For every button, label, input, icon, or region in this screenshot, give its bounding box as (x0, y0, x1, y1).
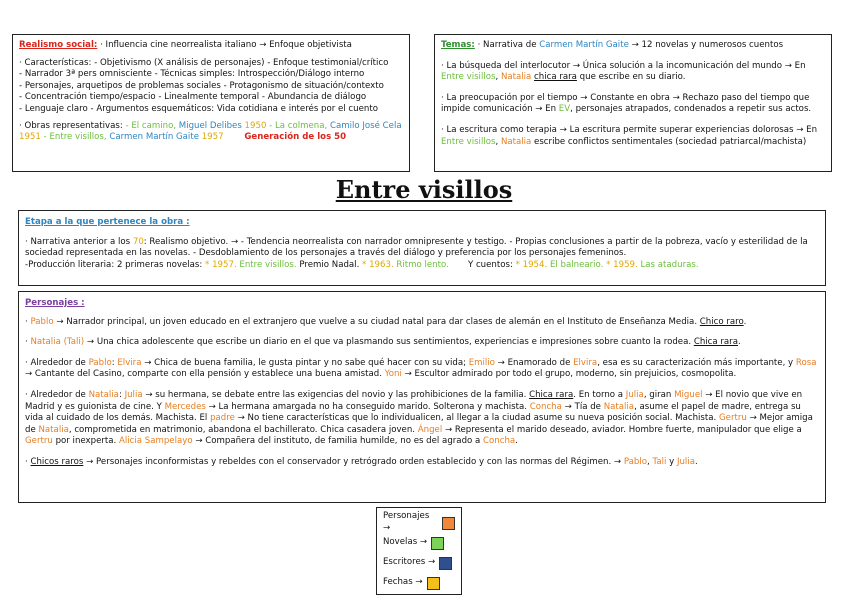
temas-box (434, 34, 832, 172)
year-label: 1957 (201, 132, 224, 143)
character-name: Tali (652, 456, 667, 467)
character-name: Yoni (384, 369, 402, 380)
character-name: Gertru (719, 413, 747, 424)
chico-raro-label: Chico raro (699, 316, 744, 327)
obras-label: · Obras representativas: (19, 120, 123, 131)
cuentos-label: Y cuentos: (448, 259, 516, 270)
legend-label: Personajes → (383, 511, 430, 533)
realismo-caracteristicas (19, 58, 403, 116)
etapa-text-part: -Producción literaria: 2 primeras novelas: (25, 259, 206, 270)
legend-swatch (442, 517, 455, 530)
personaje-text: → El novio que vive en Madrid y es guionista de cine. Y (25, 389, 803, 412)
personaje-text: por inexperta. (52, 436, 119, 447)
legend-item-personajes (383, 513, 455, 533)
personaje-text: → su hermana, se debate entre las exigencias del novio y las prohibiciones de la familia. (142, 389, 530, 400)
year-label: * 1954. (515, 259, 548, 270)
personaje-text: → Compañera del instituto, de familia humilde, no es del agrado a (192, 436, 484, 447)
etapa-box (18, 210, 826, 286)
color-legend (376, 507, 462, 595)
caract-line: - Concentración tiempo/espacio - Linealmente temporal - Abundancia de diálogo (19, 92, 367, 103)
temas-text: · Narrativa de (474, 40, 540, 50)
character-name: Pablo (88, 357, 112, 368)
personaje-text: → Narrador principal, un joven educado en el extranjero que vuelve a su ciudad natal para dar clases de alemán en el Instituto de Enseñanza Media. (53, 316, 700, 327)
legend-label: Fechas → (383, 577, 423, 588)
character-name: Gertru (25, 436, 53, 447)
etapa-text-part: · Narrativa anterior a los (25, 236, 133, 247)
punct: . (737, 337, 741, 348)
temas-text: · La preocupación por el tiempo → Constante en obra → Rechazo paso del tiempo que impide comunicación → En (441, 92, 810, 115)
personaje-text: y (666, 456, 677, 467)
realismo-social-box (12, 34, 410, 172)
character-name: Elvira (573, 357, 598, 368)
legend-item-fechas (383, 573, 455, 593)
personaje-text: → No tiene características que lo individualicen, al llegar a la ciudad asume su nueva posición social. Machista. (234, 413, 719, 424)
legend-swatch (431, 537, 444, 550)
personaje-pablo: · Pablo → Narrador principal, un joven educado en el extranjero que vuelve a su ciudad natal para dar clases de alemán en el Instituto de Enseñanza Media. Chico raro. (25, 316, 747, 327)
year-label: 70 (132, 236, 144, 247)
author-name: Camilo José Cela (329, 120, 402, 131)
character-name: Julia (124, 389, 143, 400)
character-name: Concha (529, 401, 562, 412)
realismo-intro (19, 40, 403, 52)
legend-swatch (427, 577, 440, 590)
temas-text: · La búsqueda del interlocutor → Única solución a la incomunicación del mundo → En (441, 60, 806, 71)
personaje-text: → Representa el marido deseado, aviador. Hombre fuerte, manipulador que elige a (442, 424, 802, 435)
character-name: Natalia (88, 389, 119, 400)
temas-intro (441, 40, 825, 52)
punct: : (118, 389, 125, 400)
author-name: Carmen Martín Gaite (109, 132, 199, 143)
personaje-text: , esa es su caracterización más importante, y (597, 357, 796, 368)
novel-title: Entre visillos (441, 72, 496, 83)
separator: , (495, 72, 501, 83)
temas-heading: Temas: (441, 40, 475, 50)
character-name: Rosa (795, 357, 817, 368)
temas-text: que escribe en su diario. (576, 72, 686, 83)
novel-title: - Entre visillos, (43, 132, 107, 143)
page-title: Entre visillos (335, 175, 513, 204)
personaje-text: → Mejor amiga de (25, 413, 813, 435)
character-name: Miguel (674, 389, 703, 400)
character-name: Concha (483, 436, 516, 447)
realismo-line1: · Influencia cine neorrealista italiano → Enfoque objetivista (97, 40, 352, 50)
character-name: Elvira (117, 357, 142, 368)
personaje-text: → Enamorado de (494, 357, 574, 368)
etapa-text-part: : Realismo objetivo. → - Tendencia neorrealista con narrador omnipresente y testigo. - Propias conclusiones a partir de la pobreza, vacío y esterilidad de la sociedad representada en las novelas. - Desdoblamiento de los personajes a través del diálogo y preferencia por los personajes femeninos. (25, 236, 808, 259)
tema-tiempo (441, 93, 825, 116)
author-name: Miguel Delibes (178, 120, 242, 131)
legend-item-novelas (383, 533, 455, 553)
novel-title: - La colmena, (269, 120, 328, 131)
personaje-text: . En torno a (573, 389, 626, 400)
punct: , (647, 456, 653, 467)
alrededor-natalia (25, 390, 819, 448)
character-name: Pablo (623, 456, 648, 467)
premio-label: Premio Nadal. (296, 259, 363, 270)
character-name: Julia (676, 456, 695, 467)
caract-line: - Lenguaje claro - Argumentos esquemáticos: Vida cotidiana e interés por el cuento (19, 103, 378, 114)
generacion-label: Generación de los 50 (244, 132, 347, 143)
caract-line: · Características: - Objetivismo (X análisis de personajes) - Enfoque testimonial/crítico (19, 57, 389, 68)
temas-text: escribe conflictos sentimentales (sociedad patriarcal/machista) (531, 136, 807, 147)
punct: . (694, 456, 698, 467)
chicos-raros-label: Chicos raros (30, 456, 84, 467)
personajes-box (18, 291, 826, 503)
legend-label: Escritores → (383, 557, 436, 568)
legend-label: Novelas → (383, 537, 428, 548)
chica-rara-label: chica rara (534, 72, 577, 83)
realismo-heading: Realismo social: (19, 40, 98, 50)
novel-title: - El camino, (125, 120, 177, 131)
personaje-text: → Cantante del Casino, comparte con ella pensión y establece una buena amistad. (25, 369, 385, 380)
etapa-heading-row (25, 217, 819, 229)
character-name: Natalia (500, 136, 532, 147)
year-label: * 1963. (362, 259, 394, 270)
etapa-heading: Etapa a la que pertenece la obra : (25, 217, 190, 227)
produccion-literaria (25, 260, 819, 272)
novel-title: Entre visillos. (239, 259, 297, 270)
tema-interlocutor (441, 61, 825, 84)
personaje-text: → Una chica adolescente que escribe un diario en el que va plasmando sus sentimientos, experiencias e impresiones sobre cuanto la rodea. (84, 337, 694, 348)
etapa-text (25, 237, 819, 260)
character-name: Natalia (603, 401, 635, 412)
novel-title: Ritmo lento. (396, 259, 449, 270)
personaje-text: → Chica de buena familia, le gusta pintar y no sabe qué hacer con su vida; (141, 357, 469, 368)
personajes-heading: Personajes : (25, 298, 85, 308)
personaje-text: , asume el papel de madre, entrega su vida al cuidado de los demás. Machista. El (25, 401, 801, 424)
punct: . (743, 316, 747, 327)
year-label: * 1957. (205, 259, 237, 270)
chica-rara-label: Chica rara (529, 389, 574, 400)
character-name: Natalia (Tali) (30, 337, 85, 348)
temas-text: · La escritura como terapia → La escritura permite superar experiencias dolorosas → En (441, 124, 818, 135)
personaje-text: , comprometida en matrimonio, abandona el bachillerato. Chica casadera joven. (68, 424, 418, 435)
character-name: Natalia (38, 424, 69, 435)
tema-escritura (441, 125, 825, 148)
personaje-text: → Escultor admirado por todo el grupo, moderno, sin prejuicios, cosmopolita. (401, 369, 737, 380)
novel-title: EV (558, 104, 571, 115)
character-name: Mercedes (164, 401, 206, 412)
personaje-text: , giran (643, 389, 675, 400)
character-name: Julia (625, 389, 644, 400)
personaje-text: → La hermana amargada no ha conseguido marido. Solterona y machista. (205, 401, 530, 412)
character-name: Ángel (417, 424, 443, 435)
personaje-text: · Alrededor de (25, 389, 89, 400)
punct: . (515, 436, 518, 447)
punct: : (111, 357, 118, 368)
author-name: Carmen Martín Gaite (539, 40, 629, 50)
novel-title: El balneario. (549, 259, 604, 270)
character-name: padre (210, 413, 235, 424)
caract-line: - Personajes, arquetipos de problemas sociales - Protagonismo de situación/contexto (19, 80, 384, 91)
novel-title: Entre visillos (441, 136, 496, 147)
temas-text: → 12 novelas y numerosos cuentos (628, 40, 784, 50)
chicos-raros: · Chicos raros → Personajes inconformistas y rebeldes con el conservador y retrógrado orden establecido y con las normas del Régimen. → Pablo, Tali y Julia. (25, 456, 698, 467)
novel-title: Las ataduras. (640, 259, 699, 270)
temas-text: , personajes atrapados, condenados a repetir sus actos. (570, 104, 812, 115)
personaje-natalia: · Natalia (Tali) → Una chica adolescente que escribe un diario en el que va plasmando sus sentimientos, experiencias e impresiones sobre cuanto la rodea. Chica rara. (25, 337, 741, 348)
character-name: Alicia Sampelayo (118, 436, 193, 447)
personajes-heading-row (25, 298, 819, 310)
separator: , (495, 136, 501, 147)
legend-item-escritores (383, 553, 455, 573)
personaje-text: → Personajes inconformistas y rebeldes con el conservador y retrógrado orden establecido y con las normas del Régimen. → (83, 456, 624, 467)
year-label: 1951 (19, 132, 41, 143)
chica-rara-label: Chica rara (693, 337, 738, 348)
alrededor-pablo (25, 358, 819, 381)
personaje-text: → Tía de (561, 401, 604, 412)
obras-representativas (19, 121, 403, 144)
year-label: 1950 (244, 120, 267, 131)
personaje-text: · Alrededor de (25, 357, 89, 368)
caract-line: - Narrador 3ª pers omnisciente - Técnicas simples: Introspección/Diálogo interno (19, 69, 365, 80)
legend-swatch (439, 557, 452, 570)
year-label: * 1959. (606, 259, 638, 270)
character-name: Natalia (500, 72, 532, 83)
character-name: Emilio (468, 357, 495, 368)
character-name: Pablo (30, 316, 54, 327)
